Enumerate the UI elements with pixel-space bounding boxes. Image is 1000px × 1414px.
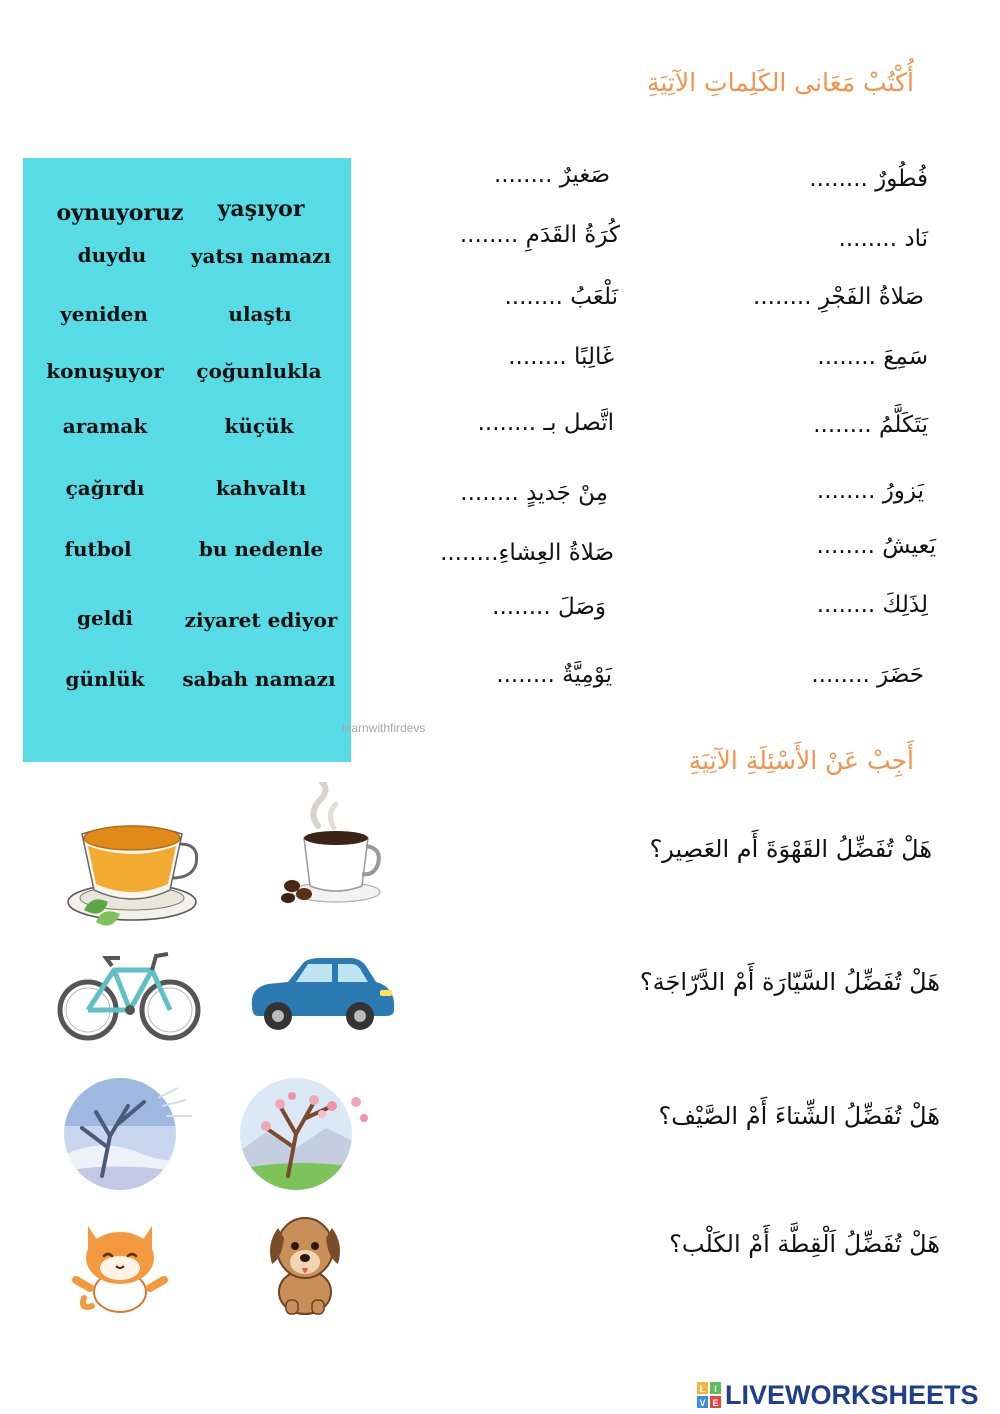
word-bank-item[interactable]: yaşıyor bbox=[217, 196, 305, 222]
word-bank-item[interactable]: yatsı namazı bbox=[190, 244, 332, 268]
car-image[interactable] bbox=[248, 954, 396, 1034]
word-bank-item[interactable]: konuşuyor bbox=[46, 359, 164, 383]
summer-tree-image[interactable] bbox=[236, 1072, 376, 1192]
question-text: هَلْ تُفَضِّلُ الشِّتاءَ أَمْ الصَّيْف؟ bbox=[658, 1102, 940, 1130]
winter-tree-image[interactable] bbox=[62, 1076, 196, 1192]
word-bank-item[interactable]: oynuyoruz bbox=[56, 200, 184, 226]
arabic-word-drop-target[interactable]: فُطُورٌ ........ bbox=[809, 166, 928, 192]
arabic-word-drop-target[interactable]: يَوْمِيَّةٌ ........ bbox=[496, 662, 612, 688]
logo-badge-letter: L bbox=[699, 1384, 706, 1394]
dog-image[interactable] bbox=[262, 1208, 348, 1316]
arabic-word-drop-target[interactable]: لِذَلِكَ ........ bbox=[816, 592, 928, 618]
arabic-word-drop-target[interactable]: نَلْعَبُ ........ bbox=[504, 284, 618, 310]
word-bank-item[interactable]: duydu bbox=[77, 243, 147, 267]
section2-title: أَجِبْ عَنْ الأَسْئِلَةِ الآتِيَةِ bbox=[688, 746, 914, 775]
word-bank-item[interactable]: günlük bbox=[65, 667, 145, 691]
word-bank-item[interactable]: futbol bbox=[64, 537, 132, 561]
arabic-word-drop-target[interactable]: يَتَكَلَّمُ ........ bbox=[813, 412, 928, 438]
liveworksheets-logo-icon bbox=[697, 1382, 721, 1408]
arabic-word-drop-target[interactable]: اتَّصل بـ ........ bbox=[477, 410, 614, 436]
word-bank-item[interactable]: küçük bbox=[224, 414, 294, 438]
arabic-word-drop-target[interactable]: صَلاةُ الفَجْرِ ........ bbox=[753, 284, 924, 310]
liveworksheets-logo bbox=[697, 1378, 979, 1412]
question-text: هَلْ تُفَضِّلُ السَّيّارَة أَمْ الدَّرّاجَة؟ bbox=[639, 968, 940, 996]
question-text: هَلْ تُفَضِّلُ اَلْقِطَّة أَمْ الكَلْب؟ bbox=[669, 1230, 940, 1258]
logo-badge-letter: E bbox=[712, 1398, 719, 1408]
brand-name: LIVEWORKSHEETS bbox=[725, 1379, 979, 1410]
arabic-word-drop-target[interactable]: كُرَةُ القَدَمِ ........ bbox=[459, 222, 620, 248]
arabic-word-drop-target[interactable]: يَعيشُ ........ bbox=[816, 533, 936, 559]
watermark-text: learnwithfirdevs bbox=[342, 721, 426, 735]
logo-badge-letter: V bbox=[699, 1398, 706, 1408]
word-bank-item[interactable]: çoğunlukla bbox=[196, 359, 322, 383]
arabic-word-drop-target[interactable]: حَضَرَ ........ bbox=[811, 662, 924, 688]
cat-image[interactable] bbox=[70, 1210, 170, 1314]
bicycle-image[interactable] bbox=[56, 948, 202, 1044]
arabic-word-drop-target[interactable]: غَالِبًا ........ bbox=[508, 344, 614, 370]
arabic-word-drop-target[interactable]: صَلاةُ العِشاءِ........ bbox=[440, 540, 614, 566]
word-bank-item[interactable]: bu nedenle bbox=[198, 537, 324, 561]
arabic-word-drop-target[interactable]: نَاد ........ bbox=[838, 226, 928, 252]
word-bank-item[interactable]: aramak bbox=[62, 414, 148, 438]
word-bank-item[interactable]: sabah namazı bbox=[182, 667, 336, 691]
word-bank-item[interactable]: kahvaltı bbox=[215, 476, 307, 500]
word-bank-item[interactable]: ziyaret ediyor bbox=[184, 608, 338, 632]
logo-badge-letter: I bbox=[714, 1384, 717, 1394]
word-bank-item[interactable]: yeniden bbox=[60, 302, 148, 326]
question-text: هَلْ تُفَضِّلُ القَهْوَةَ أَم العَصِير؟ bbox=[649, 835, 932, 863]
arabic-word-drop-target[interactable]: صَغيرٌ ........ bbox=[493, 162, 610, 188]
arabic-word-drop-target[interactable]: وَصَلَ ........ bbox=[492, 594, 606, 620]
arabic-word-drop-target[interactable]: سَمِعَ ........ bbox=[817, 344, 928, 370]
word-bank-item[interactable]: geldi bbox=[77, 606, 133, 630]
word-bank-item[interactable]: çağırdı bbox=[65, 476, 145, 500]
word-bank-item[interactable]: ulaştı bbox=[228, 302, 292, 326]
coffee-cup-image[interactable] bbox=[278, 782, 382, 912]
tea-cup-image[interactable] bbox=[62, 818, 202, 934]
section1-title: أُكْتُبْ مَعَانى الكَلِماتِ الآتِيَةِ bbox=[646, 68, 914, 97]
arabic-word-drop-target[interactable]: مِنْ جَديدٍ ........ bbox=[460, 480, 608, 506]
arabic-word-drop-target[interactable]: يَزورُ ........ bbox=[816, 478, 924, 504]
